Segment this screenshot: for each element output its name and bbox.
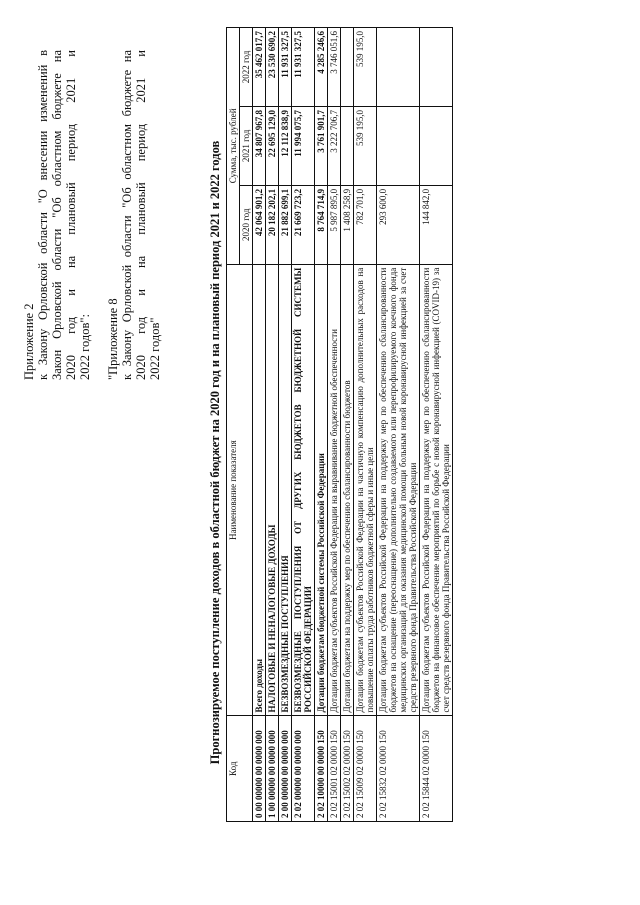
row-code: 2 02 15844 02 0000 150 (420, 716, 453, 822)
row-code: 1 00 00000 00 0000 000 (266, 716, 279, 822)
appendix-ref-line: 2020 год и на плановый период 2021 и (64, 50, 78, 380)
table-row (266, 28, 279, 822)
appendix-header (22, 50, 162, 380)
row-value-2021: 34 807 967,8 (253, 106, 266, 185)
row-value-2022: 35 462 017,7 (253, 28, 266, 107)
row-value-2022: 4 285 246,6 (315, 28, 328, 107)
row-value-2021: 539 195,0 (354, 106, 377, 185)
appendix8-ref-line: к Закону Орловской области "Об областном бюджете на (120, 50, 134, 380)
column-header-name: Наименование показателя (227, 264, 253, 716)
row-value-2021 (341, 106, 354, 185)
row-code: 2 02 00000 00 0000 000 (292, 716, 315, 822)
row-value-2021 (377, 106, 420, 185)
row-value-2020: 293 600,0 (377, 185, 420, 264)
row-code: 2 02 15832 02 0000 150 (377, 716, 420, 822)
row-name: Дотации бюджетам бюджетной системы Российской Федерации (315, 264, 328, 716)
table-row (253, 28, 266, 822)
row-value-2022 (341, 28, 354, 107)
row-value-2021: 3 222 706,7 (328, 106, 341, 185)
revenue-table (226, 27, 453, 822)
table-row (420, 28, 453, 822)
row-name: Всего доходы (253, 264, 266, 716)
row-name: Дотации бюджетам на поддержку мер по обеспечению сбалансированности бюджетов (341, 264, 354, 716)
row-value-2022: 3 746 051,6 (328, 28, 341, 107)
row-name: БЕЗВОЗМЕЗДНЫЕ ПОСТУПЛЕНИЯ ОТ ДРУГИХ БЮДЖЕТОВ БЮДЖЕТНОЙ СИСТЕМЫ РОССИЙСКОЙ ФЕДЕРАЦИИ (292, 264, 315, 716)
row-value-2021: 3 761 901,7 (315, 106, 328, 185)
row-value-2020: 144 842,0 (420, 185, 453, 264)
table-row (315, 28, 328, 822)
appendix8-label: "Приложение 8 (106, 298, 120, 380)
row-value-2022: 23 530 690,2 (266, 28, 279, 107)
table-row (341, 28, 354, 822)
table-row (328, 28, 341, 822)
row-value-2020: 1 408 258,9 (341, 185, 354, 264)
row-value-2022: 11 931 327,5 (279, 28, 292, 107)
row-value-2020: 5 987 895,0 (328, 185, 341, 264)
document-title: Прогнозируемое поступление доходов в областной бюджет на 2020 год и на плановый период 2021 и 2022 годов (208, 140, 222, 765)
row-value-2020: 20 182 202,1 (266, 185, 279, 264)
column-header-sum: Сумма, тыс. рублей (227, 28, 240, 265)
table-row (279, 28, 292, 822)
row-value-2020: 21 882 699,1 (279, 185, 292, 264)
row-value-2020: 8 764 714,9 (315, 185, 328, 264)
column-header-code: Код (227, 716, 253, 822)
column-header-year: 2021 год (240, 106, 253, 185)
table-row (354, 28, 377, 822)
row-name: Дотации бюджетам субъектов Российской Федерации на выравнивание бюджетной обеспеченности (328, 264, 341, 716)
appendix-ref-line: к Закону Орловской области "О внесении изменений в (36, 50, 50, 380)
row-value-2020: 21 669 723,2 (292, 185, 315, 264)
row-value-2022: 539 195,0 (354, 28, 377, 107)
table-row (377, 28, 420, 822)
row-value-2022 (377, 28, 420, 107)
row-value-2021: 12 112 838,9 (279, 106, 292, 185)
column-header-year: 2022 год (240, 28, 253, 107)
row-value-2022: 11 931 327,5 (292, 28, 315, 107)
row-value-2020: 42 064 901,2 (253, 185, 266, 264)
row-name: Дотации бюджетам субъектов Российской Федерации на поддержку мер по обеспечению сбалансированности бюджетов на финансовое обеспечение мероприятий по борьбе с новой коронавирусной инфекцией (COVID-19) за счет средств резервного фонда Правительства Российской Федерации (420, 264, 453, 716)
row-value-2020: 782 701,0 (354, 185, 377, 264)
appendix8-ref-line: 2020 год и на плановый период 2021 и (134, 50, 148, 380)
table-row (292, 28, 315, 822)
row-code: 2 00 00000 00 0000 000 (279, 716, 292, 822)
appendix8-ref-line: 2022 годов" (148, 317, 162, 380)
row-value-2021: 22 695 129,0 (266, 106, 279, 185)
row-code: 2 02 15001 02 0000 150 (328, 716, 341, 822)
appendix-ref-line: Закон Орловской области "Об областном бюджете на (50, 50, 64, 380)
row-value-2022 (420, 28, 453, 107)
row-name: Дотации бюджетам субъектов Российской Федерации на частичную компенсацию дополнительных расходов на повышение оплаты труда работников бюджетной сферы и иные цели (354, 264, 377, 716)
row-name: БЕЗВОЗМЕЗДНЫЕ ПОСТУПЛЕНИЯ (279, 264, 292, 716)
row-code: 0 00 00000 00 0000 000 (253, 716, 266, 822)
appendix-ref-line: 2022 годов": (78, 314, 92, 380)
row-name: НАЛОГОВЫЕ И НЕНАЛОГОВЫЕ ДОХОДЫ (266, 264, 279, 716)
row-code: 2 02 10000 00 0000 150 (315, 716, 328, 822)
row-code: 2 02 15002 02 0000 150 (341, 716, 354, 822)
row-value-2021: 11 994 075,7 (292, 106, 315, 185)
row-value-2021 (420, 106, 453, 185)
column-header-year: 2020 год (240, 185, 253, 264)
row-code: 2 02 15009 02 0000 150 (354, 716, 377, 822)
row-name: Дотации бюджетам субъектов Российской Федерации на поддержку мер по обеспечению сбалансированности бюджетов на оснащение (переоснащение) дополнительно создаваемого или перепрофилируемого коечного фонда медицинских организаций для оказания медицинской помощи больным новой коронавирусной инфекцией за счет средств резервного фонда Правительства Российской Федерации (377, 264, 420, 716)
appendix-label: Приложение 2 (22, 303, 36, 380)
